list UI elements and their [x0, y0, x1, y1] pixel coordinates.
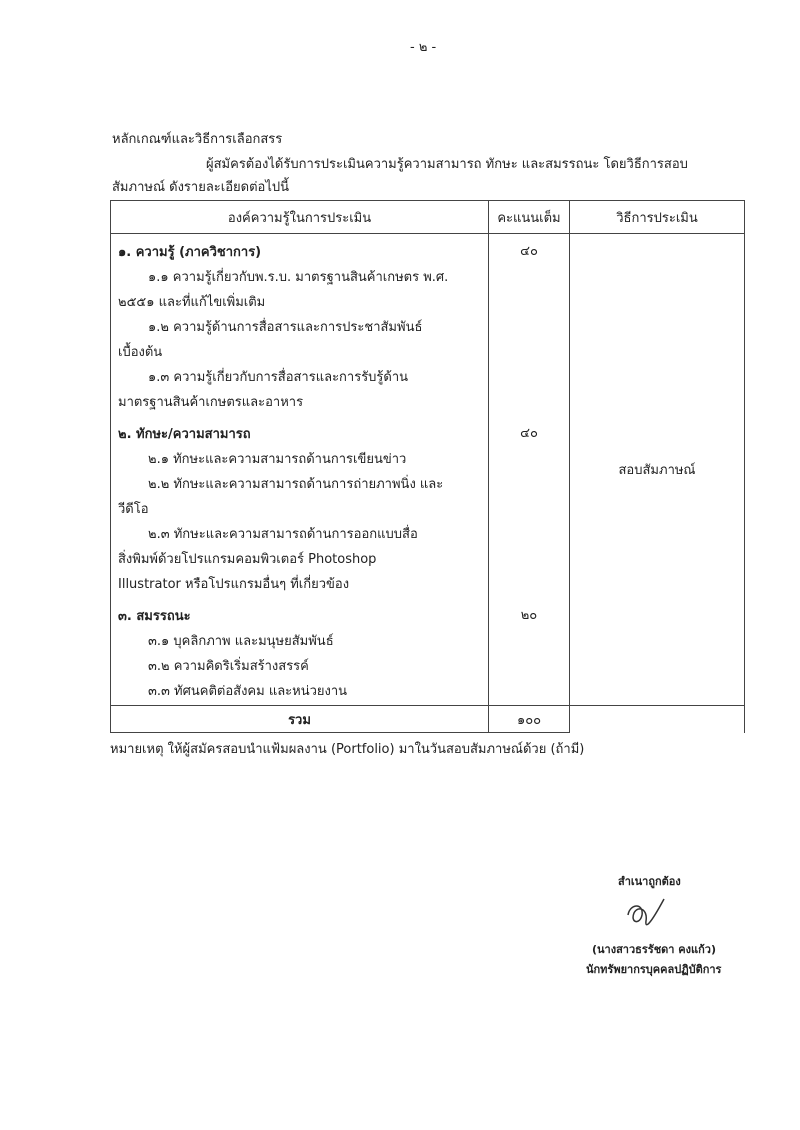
score-value: ๔๐ — [520, 426, 538, 441]
header-score: คะแนนเต็ม — [489, 201, 570, 234]
section-score — [489, 598, 570, 706]
criteria-item: ๒.๒ ทักษะและความสามารถด้านการถ่ายภาพนิ่ง และ — [148, 477, 444, 492]
section-heading: หลักเกณฑ์และวิธีการเลือกสรร — [112, 132, 283, 147]
section-title: ๒. ทักษะ/ความสามารถ — [118, 427, 251, 442]
criteria-item: ๓.๒ ความคิดริเริ่มสร้างสรรค์ — [148, 659, 309, 674]
section-title: ๓. สมรรถนะ — [118, 609, 191, 624]
certifier-position: นักทรัพยากรบุคคลปฏิบัติการ — [586, 963, 722, 976]
section-title: ๑. ความรู้ (ภาควิชาการ) — [118, 245, 262, 260]
certified-stamp: สำเนาถูกต้อง — [618, 875, 681, 888]
total-method-empty — [570, 706, 745, 733]
header-method: วิธีการประเมิน — [570, 201, 745, 234]
criteria-item: ๓.๑ บุคลิกภาพ และมนุษยสัมพันธ์ — [148, 634, 334, 649]
section-score — [489, 234, 570, 417]
criteria-section — [112, 417, 487, 597]
criteria-cell — [111, 416, 489, 598]
signature-icon — [620, 895, 670, 935]
section-score — [489, 416, 570, 598]
criteria-item: วีดีโอ — [118, 502, 149, 517]
criteria-item: เบื้องต้น — [118, 345, 163, 360]
criteria-item: ๒.๑ ทักษะและความสามารถด้านการเขียนข่าว — [148, 452, 407, 467]
criteria-item: สิ่งพิมพ์ด้วยโปรแกรมคอมพิวเตอร์ Photoshop — [118, 552, 377, 567]
intro-text-cont: สัมภาษณ์ ดังรายละเอียดต่อไปนี้ — [112, 180, 290, 195]
table-and-note — [110, 200, 750, 759]
total-label: รวม — [111, 706, 489, 733]
assessment-table — [110, 200, 745, 733]
criteria-cell — [111, 234, 489, 417]
total-row — [111, 706, 745, 733]
score-value: ๔๐ — [520, 244, 538, 259]
criteria-section — [112, 235, 487, 415]
criteria-section-row — [111, 234, 745, 417]
note: หมายเหตุ ให้ผู้สมัครสอบนำแฟ้มผลงาน (Portfolio) มาในวันสอบสัมภาษณ์ด้วย (ถ้ามี) — [110, 742, 585, 757]
criteria-section — [112, 599, 487, 704]
criteria-item: ๑.๓ ความรู้เกี่ยวกับการสื่อสารและการรับรู้ด้าน — [148, 370, 409, 385]
score-value: ๒๐ — [520, 608, 538, 623]
criteria-item: ๑.๑ ความรู้เกี่ยวกับพ.ร.บ. มาตรฐานสินค้าเกษตร พ.ศ. — [148, 270, 449, 285]
page-number: - ๒ - — [410, 40, 437, 55]
header-criteria: องค์ความรู้ในการประเมิน — [111, 201, 489, 234]
certifier-name: (นางสาวธรรัชดา คงแก้ว) — [592, 943, 716, 956]
criteria-item: Illustrator หรือโปรแกรมอื่นๆ ที่เกี่ยวข้อง — [118, 577, 350, 592]
method-cell: สอบสัมภาษณ์ — [570, 234, 745, 706]
criteria-item: ๒๕๕๑ และที่แก้ไขเพิ่มเติม — [118, 295, 266, 310]
criteria-item: มาตรฐานสินค้าเกษตรและอาหาร — [118, 395, 304, 410]
criteria-item: ๒.๓ ทักษะและความสามารถด้านการออกแบบสื่อ — [148, 527, 418, 542]
total-score: ๑๐๐ — [489, 706, 570, 733]
criteria-item: ๑.๒ ความรู้ด้านการสื่อสารและการประชาสัมพันธ์ — [148, 320, 423, 335]
intro-text: ผู้สมัครต้องได้รับการประเมินความรู้ความสามารถ ทักษะ และสมรรถนะ โดยวิธีการสอบ — [206, 157, 688, 172]
criteria-item: ๓.๓ ทัศนคติต่อสังคม และหน่วยงาน — [148, 684, 348, 699]
criteria-cell — [111, 598, 489, 706]
